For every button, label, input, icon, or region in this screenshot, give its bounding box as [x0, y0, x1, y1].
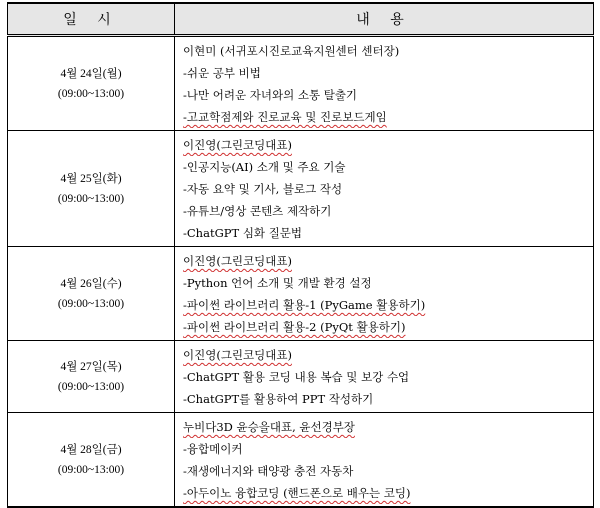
table-row — [8, 36, 594, 131]
table-row — [8, 131, 594, 247]
content-line: -파이썬 라이브러리 활용-2 (PyQt 활용하기) — [183, 320, 406, 334]
content-line: -자동 요약 및 기사, 블로그 작성 — [183, 182, 343, 196]
date-cell — [8, 131, 175, 247]
table-row — [8, 413, 594, 508]
content-cell — [175, 36, 594, 131]
content-line: -고교학점제와 진로교육 및 진로보드게임 — [183, 110, 387, 124]
content-cell — [175, 247, 594, 341]
time-text: (09:00~13:00) — [57, 297, 125, 310]
date-text: 4월 25일(화) — [60, 172, 122, 185]
content-line: -재생에너지와 태양광 충전 자동차 — [183, 464, 354, 478]
table-row — [8, 247, 594, 341]
content-cell — [175, 341, 594, 413]
date-cell — [8, 341, 175, 413]
content-line: -ChatGPT 활용 코딩 내용 복습 및 보강 수업 — [183, 370, 410, 384]
header-date: 일 시 — [8, 3, 175, 36]
instructor-name: 이진영(그린코딩대표) — [183, 348, 292, 362]
date-cell — [8, 36, 175, 131]
content-line: -ChatGPT를 활용하여 PPT 작성하기 — [183, 392, 374, 406]
header-row — [8, 3, 594, 36]
time-text: (09:00~13:00) — [57, 380, 125, 393]
date-text: 4월 27일(목) — [60, 360, 122, 373]
content-line: -ChatGPT 심화 질문법 — [183, 226, 303, 240]
content-line: -쉬운 공부 비법 — [183, 66, 261, 80]
date-cell — [8, 413, 175, 508]
instructor-name: 이진영(그린코딩대표) — [183, 138, 292, 152]
content-line: -파이썬 라이브러리 활용-1 (PyGame 활용하기) — [183, 298, 426, 312]
content-line: -아두이노 융합코딩 (핸드폰으로 배우는 코딩) — [183, 486, 411, 500]
content-line: -융합메이커 — [183, 442, 243, 456]
date-text: 4월 24일(월) — [60, 67, 122, 80]
date-text: 4월 26일(수) — [60, 277, 122, 290]
schedule-table — [7, 2, 594, 508]
content-cell — [175, 131, 594, 247]
instructor-name: 누비다3D 윤승을대표, 윤선경부장 — [183, 420, 355, 434]
table-row — [8, 341, 594, 413]
content-line: -나만 어려운 자녀와의 소통 탈출기 — [183, 88, 358, 102]
header-content: 내 용 — [175, 3, 594, 36]
time-text: (09:00~13:00) — [57, 463, 125, 476]
content-cell — [175, 413, 594, 508]
content-line: -인공지능(AI) 소개 및 주요 기술 — [183, 160, 346, 174]
date-text: 4월 28일(금) — [60, 443, 122, 456]
time-text: (09:00~13:00) — [57, 87, 125, 100]
time-text: (09:00~13:00) — [57, 192, 125, 205]
instructor-name: 이현미 (서귀포시진로교육지원센터 센터장) — [183, 44, 400, 58]
date-cell — [8, 247, 175, 341]
content-line: -Python 언어 소개 및 개발 환경 설정 — [183, 276, 372, 290]
instructor-name: 이진영(그린코딩대표) — [183, 254, 292, 268]
content-line: -유튜브/영상 콘텐츠 제작하기 — [183, 204, 332, 218]
